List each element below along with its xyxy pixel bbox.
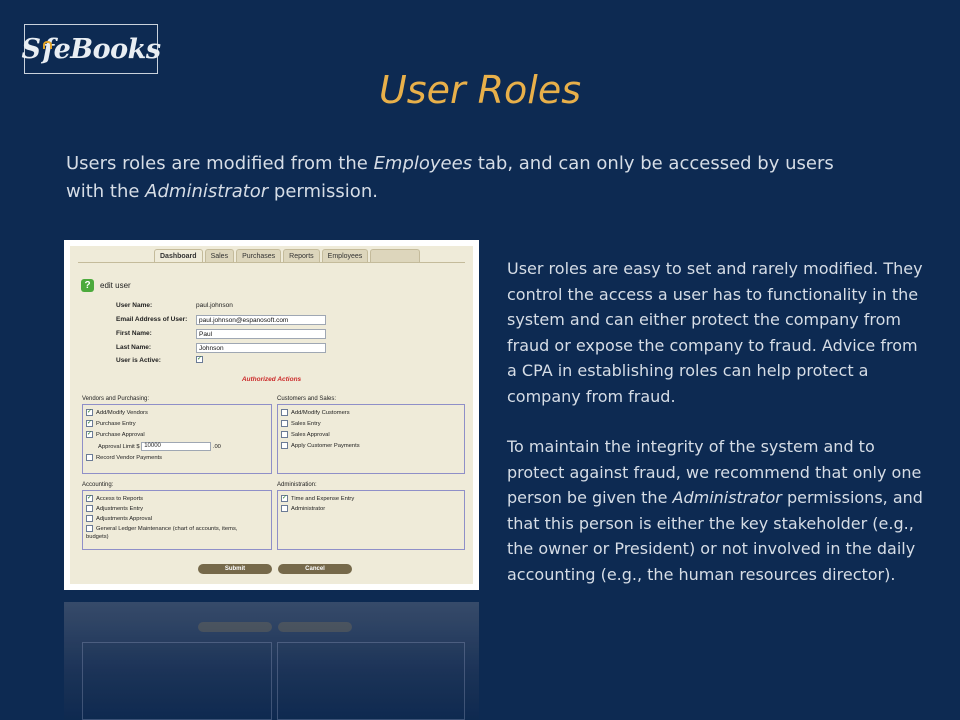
checkbox[interactable] [86, 525, 93, 532]
checkbox[interactable] [281, 409, 288, 416]
approval-limit-suffix: .00 [212, 444, 221, 451]
checkbox[interactable]: ✓ [87, 409, 93, 415]
authorized-actions-heading: Authorized Actions [241, 376, 302, 383]
opt-label: Add/Modify Customers [291, 410, 350, 417]
edit-user-screenshot [64, 240, 479, 590]
opt-adjustments-approval[interactable] [86, 515, 152, 522]
opt-label: Time and Expense Entry [291, 496, 355, 503]
opt-label: Purchase Entry [96, 421, 136, 428]
side-p2-part2: permissions, and that this person is either the key stakeholder (e.g., the owner or President) or not involved in the daily accounting (e.g., the human resources director). [507, 488, 923, 584]
reflected-box-left [82, 642, 272, 720]
logo-text-rest: feBooks [42, 33, 161, 65]
vendors-label: Vendors and Purchasing: [82, 396, 150, 402]
opt-add-modify-vendors[interactable] [86, 409, 148, 416]
user-active-checkbox[interactable]: ✓ [197, 356, 203, 362]
opt-add-modify-customers[interactable] [281, 409, 350, 416]
opt-sales-entry[interactable] [281, 420, 321, 427]
intro-employees: Employees [373, 153, 473, 174]
reflected-submit [198, 622, 272, 632]
administration-label: Administration: [277, 482, 317, 488]
opt-label: Administrator [291, 506, 326, 513]
help-icon[interactable]: ? [81, 279, 94, 292]
tab-dashboard[interactable]: Dashboard [154, 249, 203, 263]
opt-general-ledger-cont: budgets) [86, 534, 109, 540]
accounting-label: Accounting: [82, 482, 114, 488]
page-title: User Roles [378, 68, 582, 112]
checkbox[interactable]: ✓ [282, 495, 288, 501]
user-active-label: User is Active: [116, 357, 161, 364]
checkbox[interactable]: ✓ [87, 431, 93, 437]
submit-button[interactable]: Submit [198, 564, 272, 574]
email-field[interactable]: paul.johnson@espanosoft.com [196, 315, 326, 325]
opt-label: Record Vendor Payments [96, 455, 163, 462]
tab-divider [78, 262, 465, 263]
intro-administrator: Administrator [145, 181, 269, 202]
tab-bar [154, 249, 420, 263]
checkbox[interactable] [281, 431, 288, 438]
opt-sales-approval[interactable] [281, 431, 330, 438]
opt-label: Access to Reports [96, 496, 144, 503]
cancel-button[interactable]: Cancel [278, 564, 352, 574]
logo-text-s: S [21, 33, 41, 65]
checkbox[interactable] [86, 515, 93, 522]
reflected-cancel [278, 622, 352, 632]
tab-reports[interactable]: Reports [283, 249, 320, 263]
edit-user-title: edit user [100, 281, 131, 290]
user-name-value: paul.johnson [196, 302, 233, 309]
side-paragraph-2 [507, 434, 927, 587]
screenshot-reflection [64, 602, 479, 720]
intro-part-3: permission. [268, 181, 378, 202]
checkbox[interactable] [86, 454, 93, 461]
last-name-label: Last Name: [116, 344, 152, 351]
first-name-field[interactable]: Paul [196, 329, 326, 339]
opt-label: General Ledger Maintenance (chart of accounts, items, [96, 526, 238, 533]
checkbox[interactable] [281, 420, 288, 427]
opt-general-ledger-maintenance[interactable] [86, 525, 237, 532]
intro-part-1: Users roles are modified from the [66, 153, 374, 174]
tab-sales[interactable]: Sales [205, 249, 235, 263]
opt-label: Add/Modify Vendors [96, 410, 148, 417]
first-name-label: First Name: [116, 330, 152, 337]
opt-apply-customer-payments[interactable] [281, 442, 360, 449]
opt-purchase-approval[interactable] [86, 431, 145, 438]
approval-limit-row [98, 442, 221, 451]
tab-purchases[interactable]: Purchases [236, 249, 281, 263]
opt-administrator[interactable] [281, 505, 325, 512]
opt-label: Sales Approval [291, 432, 330, 439]
side-p2-part1: To maintain the integrity of the system and to protect against fraud, we recommend that only one person be given the [507, 437, 922, 507]
checkbox[interactable] [281, 505, 288, 512]
user-name-label: User Name: [116, 302, 153, 309]
opt-label: Adjustments Entry [96, 506, 144, 513]
edit-user-panel [70, 246, 473, 584]
approval-limit-field[interactable]: 10000 [141, 442, 211, 451]
opt-label: Adjustments Approval [96, 516, 153, 523]
opt-label: Purchase Approval [96, 432, 145, 439]
checkbox[interactable] [281, 442, 288, 449]
last-name-field[interactable]: Johnson [196, 343, 326, 353]
email-label: Email Address of User: [116, 316, 188, 323]
side-text [507, 256, 927, 612]
reflected-box-right [277, 642, 465, 720]
checkbox[interactable]: ✓ [87, 420, 93, 426]
opt-adjustments-entry[interactable] [86, 505, 143, 512]
approval-limit-label: Approval Limit $ [98, 444, 140, 451]
intro-text [66, 150, 866, 206]
tab-employees[interactable]: Employees [322, 249, 369, 263]
opt-access-to-reports[interactable] [86, 495, 143, 502]
checkbox[interactable] [86, 505, 93, 512]
opt-label: Apply Customer Payments [291, 443, 360, 450]
opt-record-vendor-payments[interactable] [86, 454, 162, 461]
intro-part-2: tab, and can only be accessed by users with the [66, 153, 834, 202]
safebooks-logo [21, 24, 161, 74]
side-paragraph-1: User roles are easy to set and rarely modified. They control the access a user has to functionality in the system and can either protect the company from fraud or expose the company to fraud. Advice from a CPA in establishing roles can help protect a company from fraud. [507, 259, 923, 406]
checkbox[interactable]: ✓ [87, 495, 93, 501]
customers-label: Customers and Sales: [277, 396, 337, 402]
opt-purchase-entry[interactable] [86, 420, 136, 427]
side-p2-administrator: Administrator [672, 488, 782, 507]
opt-time-expense-entry[interactable] [281, 495, 354, 502]
opt-label: Sales Entry [291, 421, 321, 428]
tab-blank [370, 249, 420, 263]
